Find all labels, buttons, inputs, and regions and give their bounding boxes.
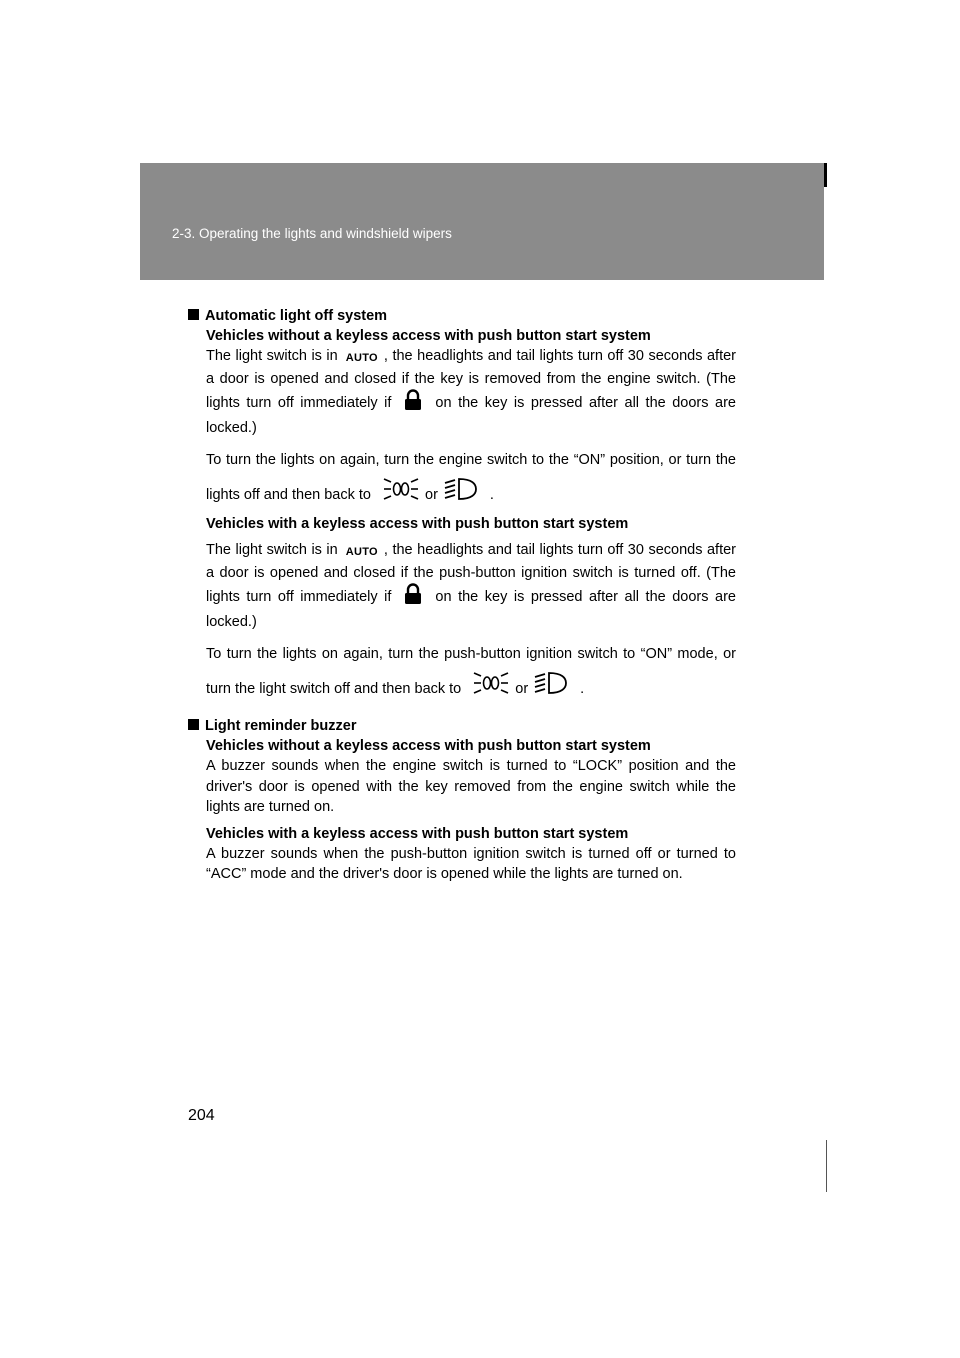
auto-off-block <box>206 326 736 708</box>
text: To turn the lights on again, turn the engine switch to the “ON” position, or turn the lights off and then back to <box>206 452 736 503</box>
text: or <box>425 486 438 503</box>
subheading-without-keyless: Vehicles without a keyless access with push button start system <box>206 328 651 344</box>
subheading-with-keyless: Vehicles with a keyless access with push button start system <box>206 825 629 842</box>
square-bullet-icon <box>188 309 199 320</box>
square-bullet-icon <box>188 719 199 730</box>
section-heading-reminder-buzzer <box>188 716 736 736</box>
tail-light-icon <box>383 476 419 514</box>
paragraph: A buzzer sounds when the push-button ignition switch is turned off or turned to “ACC” mode and the driver's door is opened while the lights are turned on. <box>206 845 736 882</box>
header-band <box>140 163 824 280</box>
paragraph <box>206 444 736 514</box>
lock-icon <box>403 583 423 612</box>
auto-icon: AUTO <box>345 546 378 558</box>
heading-text: Automatic light off system <box>205 308 388 324</box>
subheading-without-keyless: Vehicles without a keyless access with push button start system <box>206 738 651 754</box>
text: The light switch is in <box>206 542 338 558</box>
paragraph <box>206 638 736 708</box>
section-title: 2-3. Operating the lights and windshield wipers <box>172 226 452 241</box>
heading-text: Light reminder buzzer <box>205 718 357 734</box>
text: or <box>515 680 529 697</box>
buzzer-block <box>206 736 736 885</box>
section-heading-auto-off <box>188 306 736 326</box>
paragraph <box>206 540 736 632</box>
paragraph <box>206 346 736 438</box>
text: . <box>489 486 494 503</box>
tail-light-icon <box>473 670 509 708</box>
page-number: 204 <box>188 1107 215 1124</box>
text: on the key is pressed after all the doors are locked.) <box>206 589 736 630</box>
text: . <box>580 680 585 697</box>
headlight-icon <box>534 670 568 708</box>
lock-icon <box>403 389 423 418</box>
text: , the headlights and tail lights turn off 30 seconds after a door is opened and closed if the push-button ignition switch is turned off. (The lights turn off immediately if <box>206 542 737 606</box>
text: on the key is pressed after all the doors are locked.) <box>206 395 736 436</box>
text: The light switch is in <box>206 348 338 364</box>
headlight-icon <box>444 476 478 514</box>
auto-icon: AUTO <box>345 352 378 364</box>
subheading-with-keyless: Vehicles with a keyless access with push button start system <box>206 516 629 532</box>
header-notch <box>824 163 827 187</box>
page-content <box>188 306 736 885</box>
footer-mark <box>826 1140 827 1192</box>
text: , the headlights and tail lights turn off 30 seconds after a door is opened and closed if the key is removed from the engine switch. (The lights turn off immediately if <box>206 348 737 412</box>
text: To turn the lights on again, turn the push-button ignition switch to “ON” mode, or turn the light switch off and then back to <box>206 646 736 697</box>
paragraph: A buzzer sounds when the engine switch is turned to “LOCK” position and the driver's door is opened with the key removed from the engine switch while the lights are turned on. <box>206 758 736 815</box>
